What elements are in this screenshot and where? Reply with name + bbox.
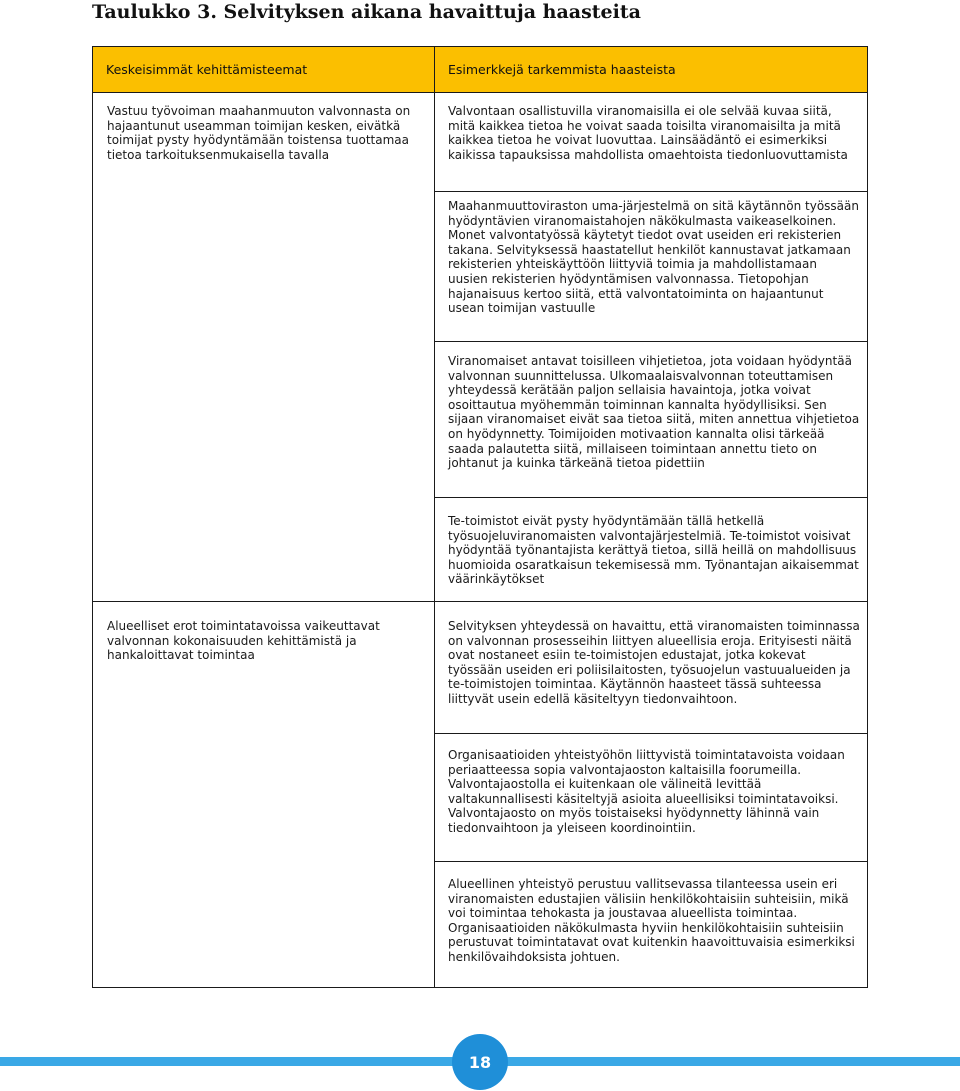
theme-cell: Vastuu työvoiman maahanmuuton valvonnasta on hajaantunut useamman toimijan kesken, eivätkä toimijat pysty hyödyntämään toistensa tuottamaa tietoa tarkoituksenmukaisella tavalla bbox=[107, 104, 411, 162]
example-cell: Valvontaan osallistuvilla viranomaisilla ei ole selvää kuvaa siitä, mitä kaikkea tietoa he voivat saada toisilta viranomaisilta ja mitä kaikkea tietoa he voivat luovuttaa. Lainsäädäntö ei esimerkiksi kaikissa tapauksissa mahdollista omaehtoista tiedonluovuttamista bbox=[448, 104, 848, 162]
page-number-badge bbox=[452, 1034, 508, 1090]
example-cell: Viranomaiset antavat toisilleen vihjetietoa, jota voidaan hyödyntää valvonnan suunnittelussa. Ulkomaalaisvalvonnan toteuttamisen yhteydessä kerätään paljon sellaisia havaintoja, jotka voivat osoittautua myöhemmän toiminnan kannalta hyödyllisiksi. Sen sijaan viranomaiset eivät saa tietoa siitä, miten annettua vihjetietoa on hyödynnetty. Toimijoiden motivaation kannalta olisi tärkeää saada palautetta siitä, millaiseen toimintaan annettu tieto on johtanut ja kuinka tärkeänä tietoa pidettiin bbox=[448, 354, 860, 471]
table-header-examples bbox=[434, 46, 868, 93]
row-divider bbox=[434, 341, 868, 342]
table-header-examples-label: Esimerkkejä tarkemmista haasteista bbox=[448, 62, 676, 77]
table-column-themes bbox=[92, 92, 435, 988]
row-divider bbox=[434, 191, 868, 192]
example-cell: Selvityksen yhteydessä on havaittu, että viranomaisten toiminnassa on valvonnan prosesseihin liittyen alueellisia eroja. Erityisesti näitä ovat nostaneet esiin te-toimistojen edustajat, jotka kokevat työssään useiden eri poliisilaitosten, työsuojelun vastuualueiden ja te-toimistojen toimintaa. Käytännön haasteet tässä suhteessa liittyvät usein edellä käsiteltyyn tiedonvaihtoon. bbox=[448, 619, 860, 706]
row-divider bbox=[434, 497, 868, 498]
example-cell: Alueellinen yhteistyö perustuu vallitsevassa tilanteessa usein eri viranomaisten edustajien välisiin henkilökohtaisiin suhteisiin, mikä voi toimintaa tehokasta ja joustavaa alueellista toimintaa. Organisaatioiden näkökulmasta hyviin henkilökohtaisiin suhteisiin perustuvat toimintatavat ovat kuitenkin haavoittuvaisia esimerkiksi henkilövaihdoksista johtuen. bbox=[448, 877, 855, 964]
example-cell: Organisaatioiden yhteistyöhön liittyvistä toimintatavoista voidaan periaatteessa sopia valvontajaoston kaltaisilla foorumeilla. Valvontajaostolla ei kuitenkaan ole välineitä levittää valtakunnallisesti käsiteltyjä asioita alueellisiksi toimintatavoiksi. Valvontajaosto on myös toistaiseksi hyödynnetty lähinnä vain tiedonvaihtoon ja yleiseen koordinointiin. bbox=[448, 748, 845, 835]
example-cell: Te-toimistot eivät pysty hyödyntämään tällä hetkellä työsuojeluviranomaisten valvontajärjestelmiä. Te-toimistot voisivat hyödyntää työnantajista kerättyä tietoa, sillä heillä on mahdollisuus huomioida osaratkaisun tekemisessä mm. Työnantajan aikaisemmat väärinkäytökset bbox=[448, 514, 859, 587]
page-number: 18 bbox=[468, 1052, 492, 1072]
row-divider bbox=[434, 733, 868, 734]
example-cell: Maahanmuuttoviraston uma-järjestelmä on sitä käytännön työssään hyödyntävien viranomaistahojen näkökulmasta vaikeaselkoinen. Monet valvontatyössä käytetyt tiedot ovat useiden eri rekisterien takana. Selvityksessä haastatellut henkilöt kannustavat jatkamaan rekisterien yhteiskäyttöön liittyviä toimia ja mahdollistamaan uusien rekisterien hyödyntämisen valvonnassa. Tietopohjan hajanaisuus kertoo siitä, että valvontatoiminta on hajaantunut usean toimijan vastuulle bbox=[448, 199, 859, 316]
page-title: Taulukko 3. Selvityksen aikana havaittuja haasteita bbox=[92, 1, 641, 23]
table-header-themes bbox=[92, 46, 435, 93]
theme-cell: Alueelliset erot toimintatavoissa vaikeuttavat valvonnan kokonaisuuden kehittämistä ja hankaloittavat toimintaa bbox=[107, 619, 380, 663]
row-divider bbox=[92, 601, 868, 602]
row-divider bbox=[434, 861, 868, 862]
table-header-themes-label: Keskeisimmät kehittämisteemat bbox=[106, 62, 308, 77]
